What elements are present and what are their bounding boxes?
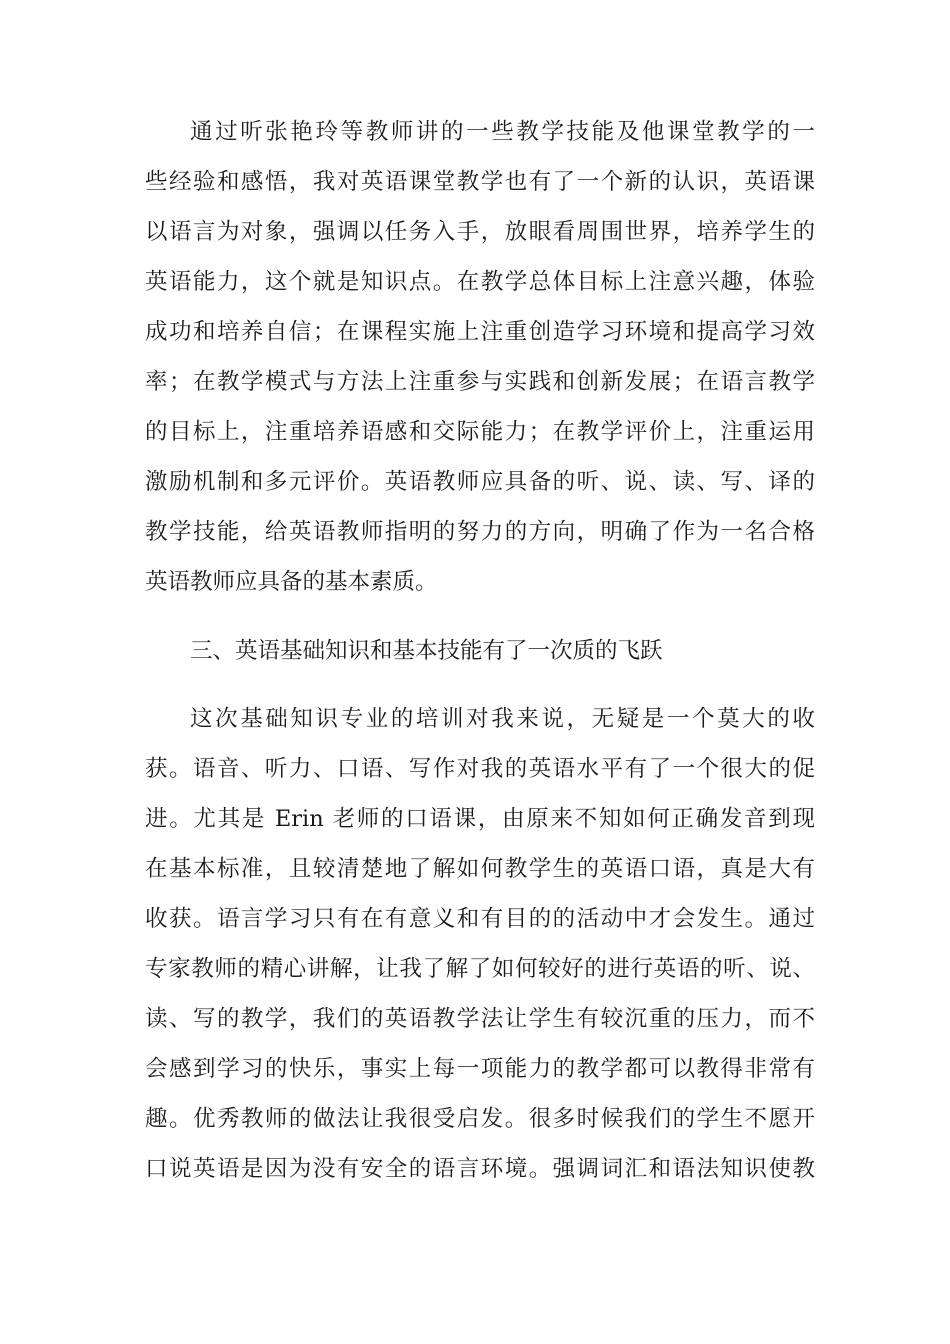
paragraph-line: 以语言为对象，强调以任务入手，放眼看周围世界，培养学生的: [145, 219, 815, 245]
paragraph-line: 率；在教学模式与方法上注重参与实践和创新发展；在语言教学: [145, 369, 815, 395]
paragraph-line: 英语教师应具备的基本素质。: [145, 569, 438, 595]
paragraph-line: 收获。语言学习只有在有意义和有目的的活动中才会发生。通过: [145, 906, 815, 932]
paragraph-line: 些经验和感悟，我对英语课堂教学也有了一个新的认识，英语课: [145, 169, 815, 195]
paragraph-line: 获。语音、听力、口语、写作对我的英语水平有了一个很大的促: [145, 756, 815, 782]
paragraph-line: 口说英语是因为没有安全的语言环境。强调词汇和语法知识使教: [145, 1156, 815, 1182]
section-heading-text: 三、英语基础知识和基本技能有了一次质的飞跃: [190, 638, 663, 664]
paragraph-line: 会感到学习的快乐，事实上每一项能力的教学都可以教得非常有: [145, 1056, 815, 1082]
paragraph-line: 成功和培养自信；在课程实施上注重创造学习环境和提高学习效: [145, 319, 815, 345]
paragraph-line: 教学技能，给英语教师指明的努力的方向，明确了作为一名合格: [145, 519, 815, 545]
section-heading: [145, 626, 815, 676]
paragraph-line: 英语能力，这个就是知识点。在教学总体目标上注意兴趣，体验: [145, 269, 815, 295]
paragraph-line: 在基本标准，且较清楚地了解如何教学生的英语口语，真是大有: [145, 856, 815, 882]
paragraph-line: 这次基础知识专业的培训对我来说，无疑是一个莫大的收: [190, 706, 815, 732]
paragraph-2: [145, 694, 815, 1194]
paragraph-line: 专家教师的精心讲解，让我了解了如何较好的进行英语的听、说、: [145, 956, 815, 982]
paragraph-line: 进。尤其是 Erin 老师的口语课，由原来不知如何正确发音到现: [145, 806, 815, 832]
paragraph-line: 趣。优秀教师的做法让我很受启发。很多时候我们的学生不愿开: [145, 1106, 815, 1132]
paragraph-line: 激励机制和多元评价。英语教师应具备的听、说、读、写、译的: [145, 469, 815, 495]
paragraph-line: 通过听张艳玲等教师讲的一些教学技能及他课堂教学的一: [190, 119, 815, 145]
paragraph-1: [145, 107, 815, 607]
paragraph-line: 的目标上，注重培养语感和交际能力；在教学评价上，注重运用: [145, 419, 815, 445]
paragraph-line: 读、写的教学，我们的英语教学法让学生有较沉重的压力，而不: [145, 1006, 815, 1032]
